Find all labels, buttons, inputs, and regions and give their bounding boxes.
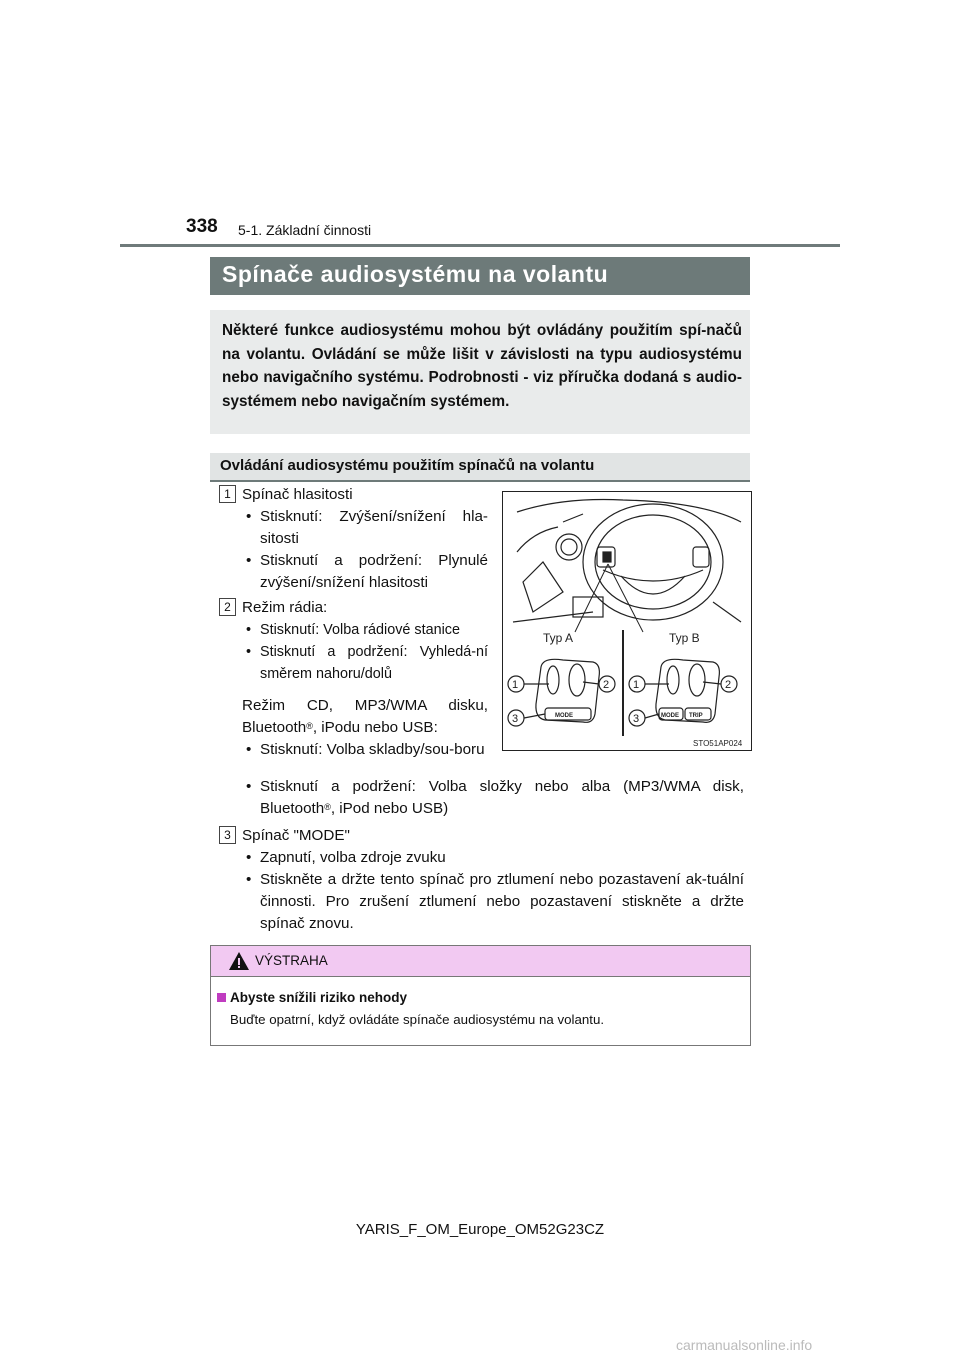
figure-type-b-label: Typ B <box>669 631 700 645</box>
warning-label: VÝSTRAHA <box>255 953 328 968</box>
intro-box <box>210 310 750 434</box>
figure-trip-b: TRIP <box>689 713 703 719</box>
steering-wheel-illustration <box>503 492 751 750</box>
figure-callout-3a: 3 <box>512 713 519 725</box>
warning-header <box>211 946 750 977</box>
figure-type-a-label: Typ A <box>543 631 574 645</box>
bullet-dot: • <box>246 508 252 525</box>
bullet-dot: • <box>246 741 252 758</box>
subsection-title: Ovládání audiosystému použitím spínačů na volantu <box>220 457 595 474</box>
bullet-dot: • <box>246 849 252 866</box>
item-1-title: Spínač hlasitosti <box>242 486 353 503</box>
figure-callout-2a: 2 <box>603 679 610 691</box>
bullet-dot: • <box>246 622 252 638</box>
figure-callout-1b: 1 <box>633 679 640 691</box>
figure-mode-b: MODE <box>661 713 679 719</box>
warning-marker-icon <box>217 993 226 1002</box>
item-3-bullet-1: Zapnutí, volba zdroje zvuku <box>260 849 446 866</box>
item-number-3: 3 <box>219 826 236 844</box>
figure-code: STO51AP024 <box>693 739 743 748</box>
item-2-mode-cd: Režim CD, MP3/WMA disku, Bluetooth®, iPodu nebo USB: <box>242 697 488 736</box>
item-number-2: 2 <box>219 598 236 616</box>
intro-text: Některé funkce audiosystému mohou být ovládány použitím spí-načů na volantu. Ovládání se může lišit v závislosti na typu audiosystému nebo navigačního systému. Podrobnosti - viz příručka dodaná s audio-systémem nebo navigačním systémem. <box>222 322 742 410</box>
bullet-dot: • <box>246 552 252 569</box>
item-1-bullet-1: Stisknutí: Zvýšení/snížení hla-sitosti <box>260 508 488 547</box>
item-2-title: Režim rádia: <box>242 599 328 616</box>
chapter-title: 5-1. Základní činnosti <box>238 222 372 238</box>
item-2-bullet-1: Stisknutí: Volba rádiové stanice <box>260 622 460 638</box>
item-2-bullet-2: Stisknutí a podržení: Vyhledá-ní směrem nahoru/dolů <box>260 644 488 682</box>
item-1-bullet-2: Stisknutí a podržení: Plynulé zvýšení/snížení hlasitosti <box>260 552 488 591</box>
section-title: Spínače audiosystému na volantu <box>222 261 609 287</box>
header-rule <box>120 244 840 247</box>
figure-callout-1a: 1 <box>512 679 519 691</box>
subsection-bar <box>210 453 750 482</box>
figure-callout-3b: 3 <box>633 713 640 725</box>
bullet-dot: • <box>246 871 252 888</box>
watermark: carmanualsonline.info <box>676 1337 813 1353</box>
item-2-bullet-3: Stisknutí: Volba skladby/sou-boru <box>260 741 485 758</box>
footer-code: YARIS_F_OM_Europe_OM52G23CZ <box>355 1221 605 1238</box>
item-number-1: 1 <box>219 485 236 503</box>
warning-triangle-icon <box>228 951 250 971</box>
steering-wheel-figure <box>502 491 752 751</box>
item-3-bullet-2: Stiskněte a držte tento spínač pro ztlumení nebo pozastavení ak-tuální činnosti. Pro zrušení ztlumení nebo pozastavení stiskněte a držte spínač znovu. <box>260 871 744 932</box>
bullet-dot: • <box>246 778 252 795</box>
item-2-bullet-4: Stisknutí a podržení: Volba složky nebo alba (MP3/WMA disk, Bluetooth®, iPod nebo USB) <box>260 778 744 817</box>
section-title-bar <box>210 257 750 295</box>
warning-box <box>210 945 751 1046</box>
item-3-title: Spínač "MODE" <box>242 827 350 844</box>
figure-callout-2b: 2 <box>725 679 732 691</box>
figure-mode-a: MODE <box>555 713 573 719</box>
warning-title: Abyste snížili riziko nehody <box>217 990 407 1005</box>
bullet-dot: • <box>246 644 252 660</box>
page-number: 338 <box>186 216 218 237</box>
warning-text: Buďte opatrní, když ovládáte spínače audiosystému na volantu. <box>230 1012 605 1027</box>
